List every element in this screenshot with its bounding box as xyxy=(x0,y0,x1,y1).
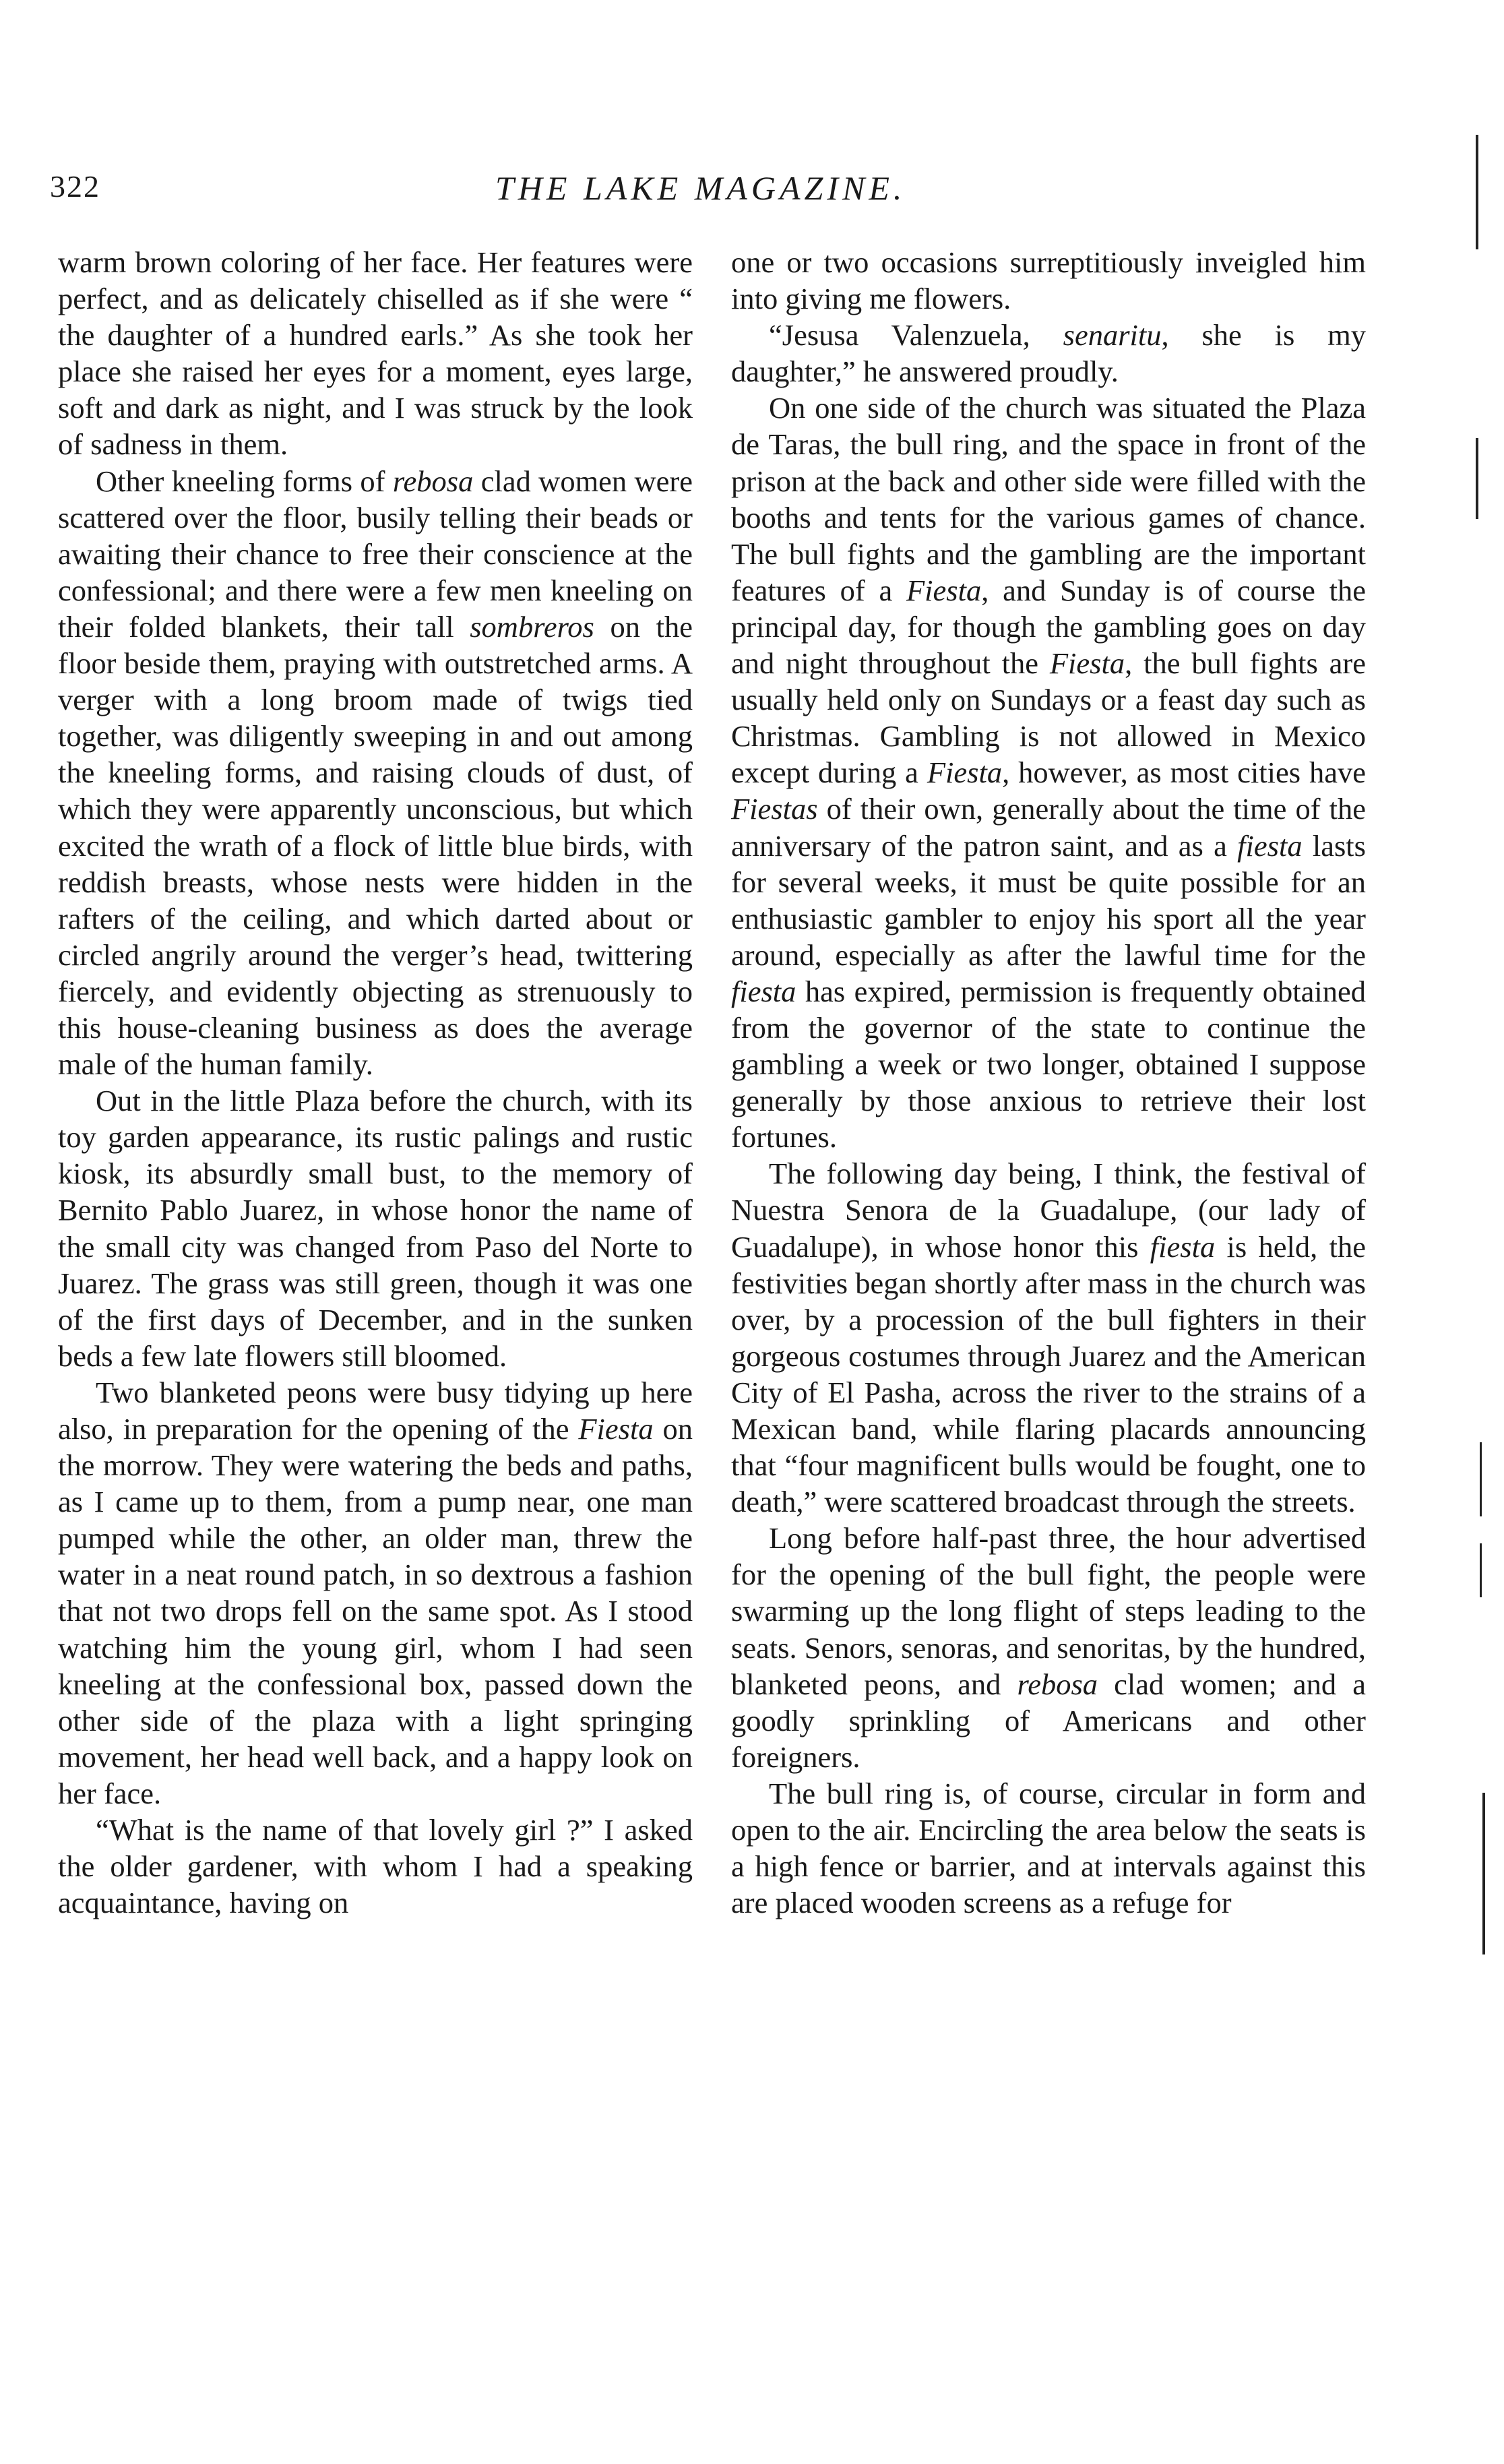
italic-text: senaritu xyxy=(1063,318,1162,352)
margin-rule xyxy=(1476,135,1478,249)
page-header xyxy=(0,168,1504,222)
italic-text: Fiesta xyxy=(1049,646,1125,681)
text-run: “Jesusa Valenzuela, xyxy=(769,318,1063,352)
paragraph xyxy=(731,244,1366,317)
left-column xyxy=(58,244,693,1921)
text-run: , however, as most cities have xyxy=(1002,756,1366,790)
text-run: On one side of the church was situated the Plaza de Taras, the bull ring, and the space in front of the prison at the back and other side were filled with the booths and tents for the various games of chance. The bull fights and the gambling are the important features of a xyxy=(731,391,1366,607)
margin-rule xyxy=(1480,1442,1482,1516)
text-run: has expired, permission is frequently obtained from the governor of the state to continue the gambling a week or two longer, obtained I suppose generally by those anxious to retrieve their lost fortunes. xyxy=(731,974,1366,1154)
running-title: THE LAKE MAGAZINE. xyxy=(495,169,906,207)
italic-text: Fiesta xyxy=(927,756,1003,790)
right-column xyxy=(731,244,1366,1921)
text-run: Two blanketed peons were busy tidying up here also, in preparation for the opening of the xyxy=(58,1375,693,1446)
margin-rule xyxy=(1480,1543,1482,1597)
text-run: clad women were scattered over the floor, busily telling their beads or awaiting their chance to free their conscience at the confessional; and there were a few men kneeling on their folded blankets, their tall xyxy=(58,464,693,644)
italic-text: fiesta xyxy=(731,974,796,1008)
margin-rule xyxy=(1476,438,1478,519)
paragraph xyxy=(731,317,1366,390)
text-run: lasts for several weeks, it must be quite possible for an enthusiastic gambler to enjoy his sport all the year around, especially as after the lawful time for the xyxy=(731,828,1366,972)
text-run: “What is the name of that lovely girl ?” I asked the older gardener, with whom I had a speaking acquaintance, having on xyxy=(58,1813,693,1920)
text-run: on the floor beside them, praying with outstretched arms. A verger with a long broom made of twigs tied together, was diligently sweeping in and out among the kneeling forms, and raising clouds of dust, of which they were apparently unconscious, but which excited the wrath of a flock of little blue birds, with reddish breasts, whose nests were hidden in the rafters of the ceiling, and which darted about or circled angrily around the verger’s head, twittering fiercely, and evidently objecting as strenuously to this house-cleaning business as does the average male of the human family. xyxy=(58,609,693,1082)
text-run: of their own, generally about the time of the anniversary of the patron saint, and as a xyxy=(731,792,1366,863)
italic-text: rebosa xyxy=(392,464,474,498)
italic-text: Fiesta xyxy=(906,573,982,607)
italic-text: Fiesta xyxy=(578,1412,654,1446)
text-run: Other kneeling forms of xyxy=(96,464,393,498)
paragraph xyxy=(58,463,693,1083)
text-run: one or two occasions surreptitiously inveigled him into giving me flowers. xyxy=(731,245,1366,316)
text-run: Out in the little Plaza before the church, with its toy garden appearance, its rustic palings and rustic kiosk, its absurdly small bust, to the memory of Bernito Pablo Juarez, in whose honor the name of the small city was changed from Paso del Norte to Juarez. The grass was still green, though it was one of the first days of December, and in the sunken beds a few late flowers still bloomed. xyxy=(58,1084,693,1373)
text-run: The bull ring is, of course, circular in form and open to the air. Encircling the area below the seats is a high fence or barrier, and at intervals against this are placed wooden screens as a refuge for xyxy=(731,1776,1366,1920)
italic-text: sombreros xyxy=(470,609,594,644)
margin-rule xyxy=(1482,1793,1485,1954)
italic-text: rebosa xyxy=(1017,1667,1098,1701)
paragraph xyxy=(58,244,693,463)
text-run: , the bull fights are usually held only on Sundays or a feast day such as Christmas. Gambling is not allowed in Mexico except during a xyxy=(731,646,1366,790)
paragraph xyxy=(731,1520,1366,1775)
paragraph xyxy=(58,1082,693,1374)
page-number: 322 xyxy=(50,169,100,204)
paragraph xyxy=(731,1775,1366,1921)
text-run: , she is my daughter,” he answered proudly. xyxy=(731,318,1366,389)
italic-text: fiesta xyxy=(1150,1229,1216,1264)
text-run: warm brown coloring of her face. Her features were perfect, and as delicately chiselled as if she were “ the daughter of a hundred earls.” As she took her place she raised her eyes for a moment, eyes large, soft and dark as night, and I was struck by the look of sadness in them. xyxy=(58,245,693,462)
paragraph xyxy=(731,1155,1366,1520)
italic-text: fiesta xyxy=(1237,828,1303,863)
text-run: clad women; and a goodly sprinkling of Americans and other foreigners. xyxy=(731,1667,1366,1774)
text-run: , and Sunday is of course the principal day, for though the gambling goes on day and night throughout the xyxy=(731,573,1366,681)
paragraph xyxy=(731,390,1366,1155)
italic-text: Fiestas xyxy=(731,792,818,826)
text-run: is held, the festivities began shortly after mass in the church was over, by a procession of the bull fighters in their gorgeous costumes through Juarez and the American City of El Pasha, across the river to the strains of a Mexican band, while flaring placards announcing that “four magnificent bulls would be fought, one to death,” were scattered broadcast through the streets. xyxy=(731,1229,1366,1519)
paragraph xyxy=(58,1812,693,1921)
text-run: Long before half-past three, the hour advertised for the opening of the bull fight, the people were swarming up the long flight of steps leading to the seats. Senors, senoras, and senoritas, by the hundred, blanketed peons, and xyxy=(731,1521,1366,1701)
text-run: The following day being, I think, the festival of Nuestra Senora de la Guadalupe, (our lady of Guadalupe), in whose honor this xyxy=(731,1157,1366,1264)
paragraph xyxy=(58,1374,693,1812)
text-run: on the morrow. They were watering the beds and paths, as I came up to them, from a pump near, one man pumped while the other, an older man, threw the water in a neat round patch, in so dextrous a fashion that not two drops fell on the same spot. As I stood watching him the young girl, whom I had seen kneeling at the confessional box, passed down the other side of the plaza with a light springing movement, her head well back, and a happy look on her face. xyxy=(58,1412,693,1810)
